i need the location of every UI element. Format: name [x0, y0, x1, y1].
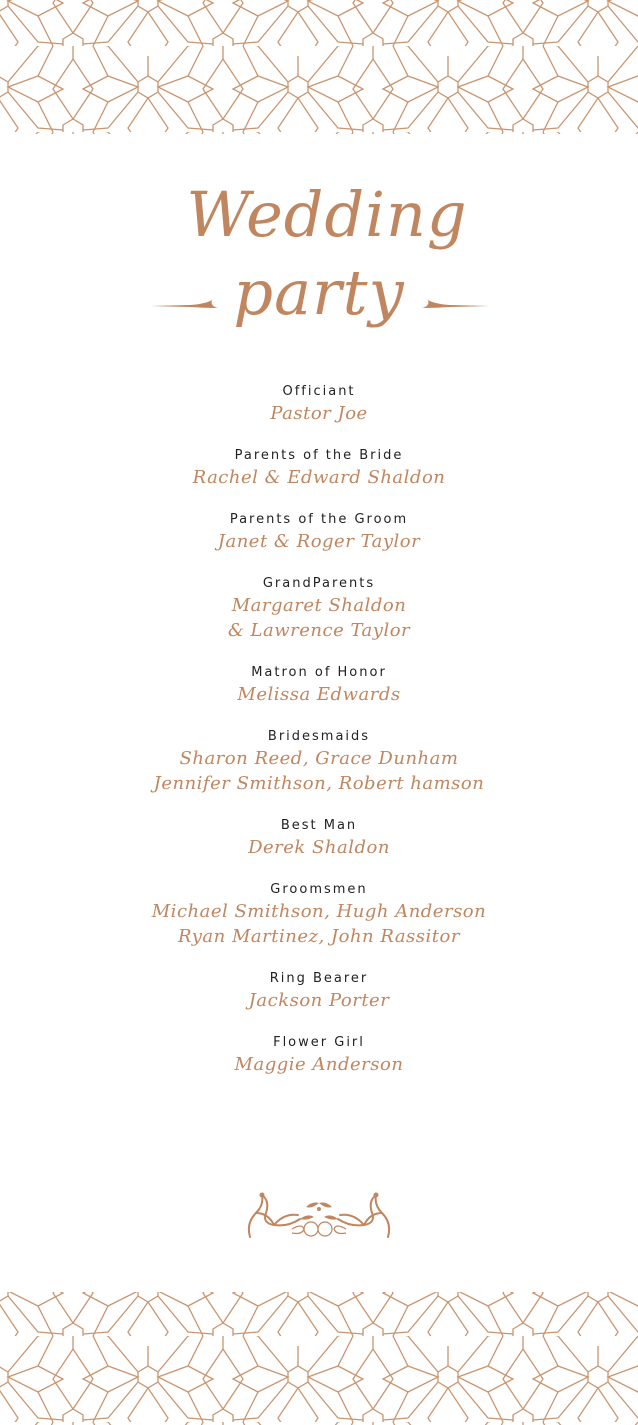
- role-best-man: [0, 817, 638, 860]
- geometric-pattern-icon: [0, 0, 638, 134]
- role-officiant: [0, 383, 638, 426]
- name-line: Michael Smithson, Hugh Anderson: [151, 901, 487, 922]
- dash-flourish-icon: [418, 298, 490, 314]
- role-parents-of-bride: [0, 447, 638, 490]
- geometric-pattern-icon: [0, 1292, 638, 1425]
- role-title: Matron of Honor: [251, 665, 387, 680]
- role-grandparents: [0, 575, 638, 643]
- role-title: Best Man: [280, 818, 358, 833]
- title-party: party: [233, 256, 405, 329]
- role-flower-girl: [0, 1034, 638, 1077]
- role-names: [0, 465, 638, 490]
- role-names: [0, 988, 638, 1013]
- role-names: [0, 835, 638, 860]
- role-title: Groomsmen: [270, 882, 368, 897]
- role-matron-of-honor: [0, 664, 638, 707]
- name-line: Rachel & Edward Shaldon: [192, 467, 446, 488]
- name-line: Ryan Martinez, John Rassitor: [178, 926, 460, 947]
- role-names: [0, 899, 638, 949]
- role-names: [0, 746, 638, 796]
- role-ring-bearer: [0, 970, 638, 1013]
- name-line: Sharon Reed, Grace Dunham: [179, 748, 459, 769]
- bottom-geometric-pattern: [0, 1292, 638, 1425]
- name-line: Melissa Edwards: [237, 684, 401, 705]
- role-names: [0, 529, 638, 554]
- name-line: Margaret Shaldon: [231, 595, 407, 616]
- role-title: Bridesmaids: [267, 729, 371, 744]
- name-line: Janet & Roger Taylor: [217, 531, 421, 552]
- role-title: Ring Bearer: [269, 971, 369, 986]
- title-block: [0, 172, 638, 362]
- role-title: Parents of the Bride: [234, 448, 404, 463]
- name-line: Jennifer Smithson, Robert hamson: [153, 773, 485, 794]
- scroll-ornament-icon: [244, 1183, 394, 1243]
- name-line: Derek Shaldon: [248, 837, 390, 858]
- wedding-party-list: [0, 383, 638, 1098]
- role-title: Parents of the Groom: [229, 512, 409, 527]
- top-geometric-pattern: [0, 0, 638, 134]
- name-line: Pastor Joe: [270, 403, 368, 424]
- role-names: [0, 1052, 638, 1077]
- name-line: Jackson Porter: [248, 990, 390, 1011]
- role-title: GrandParents: [262, 576, 376, 591]
- name-line: & Lawrence Taylor: [227, 620, 411, 641]
- dash-flourish-icon: [150, 298, 220, 314]
- title-wedding: Wedding: [186, 178, 468, 251]
- role-names: [0, 401, 638, 426]
- role-names: [0, 682, 638, 707]
- role-groomsmen: [0, 881, 638, 949]
- role-title: Flower Girl: [273, 1035, 365, 1050]
- role-title: Officiant: [282, 384, 356, 399]
- role-bridesmaids: [0, 728, 638, 796]
- name-line: Maggie Anderson: [234, 1054, 404, 1075]
- role-names: [0, 593, 638, 643]
- role-parents-of-groom: [0, 511, 638, 554]
